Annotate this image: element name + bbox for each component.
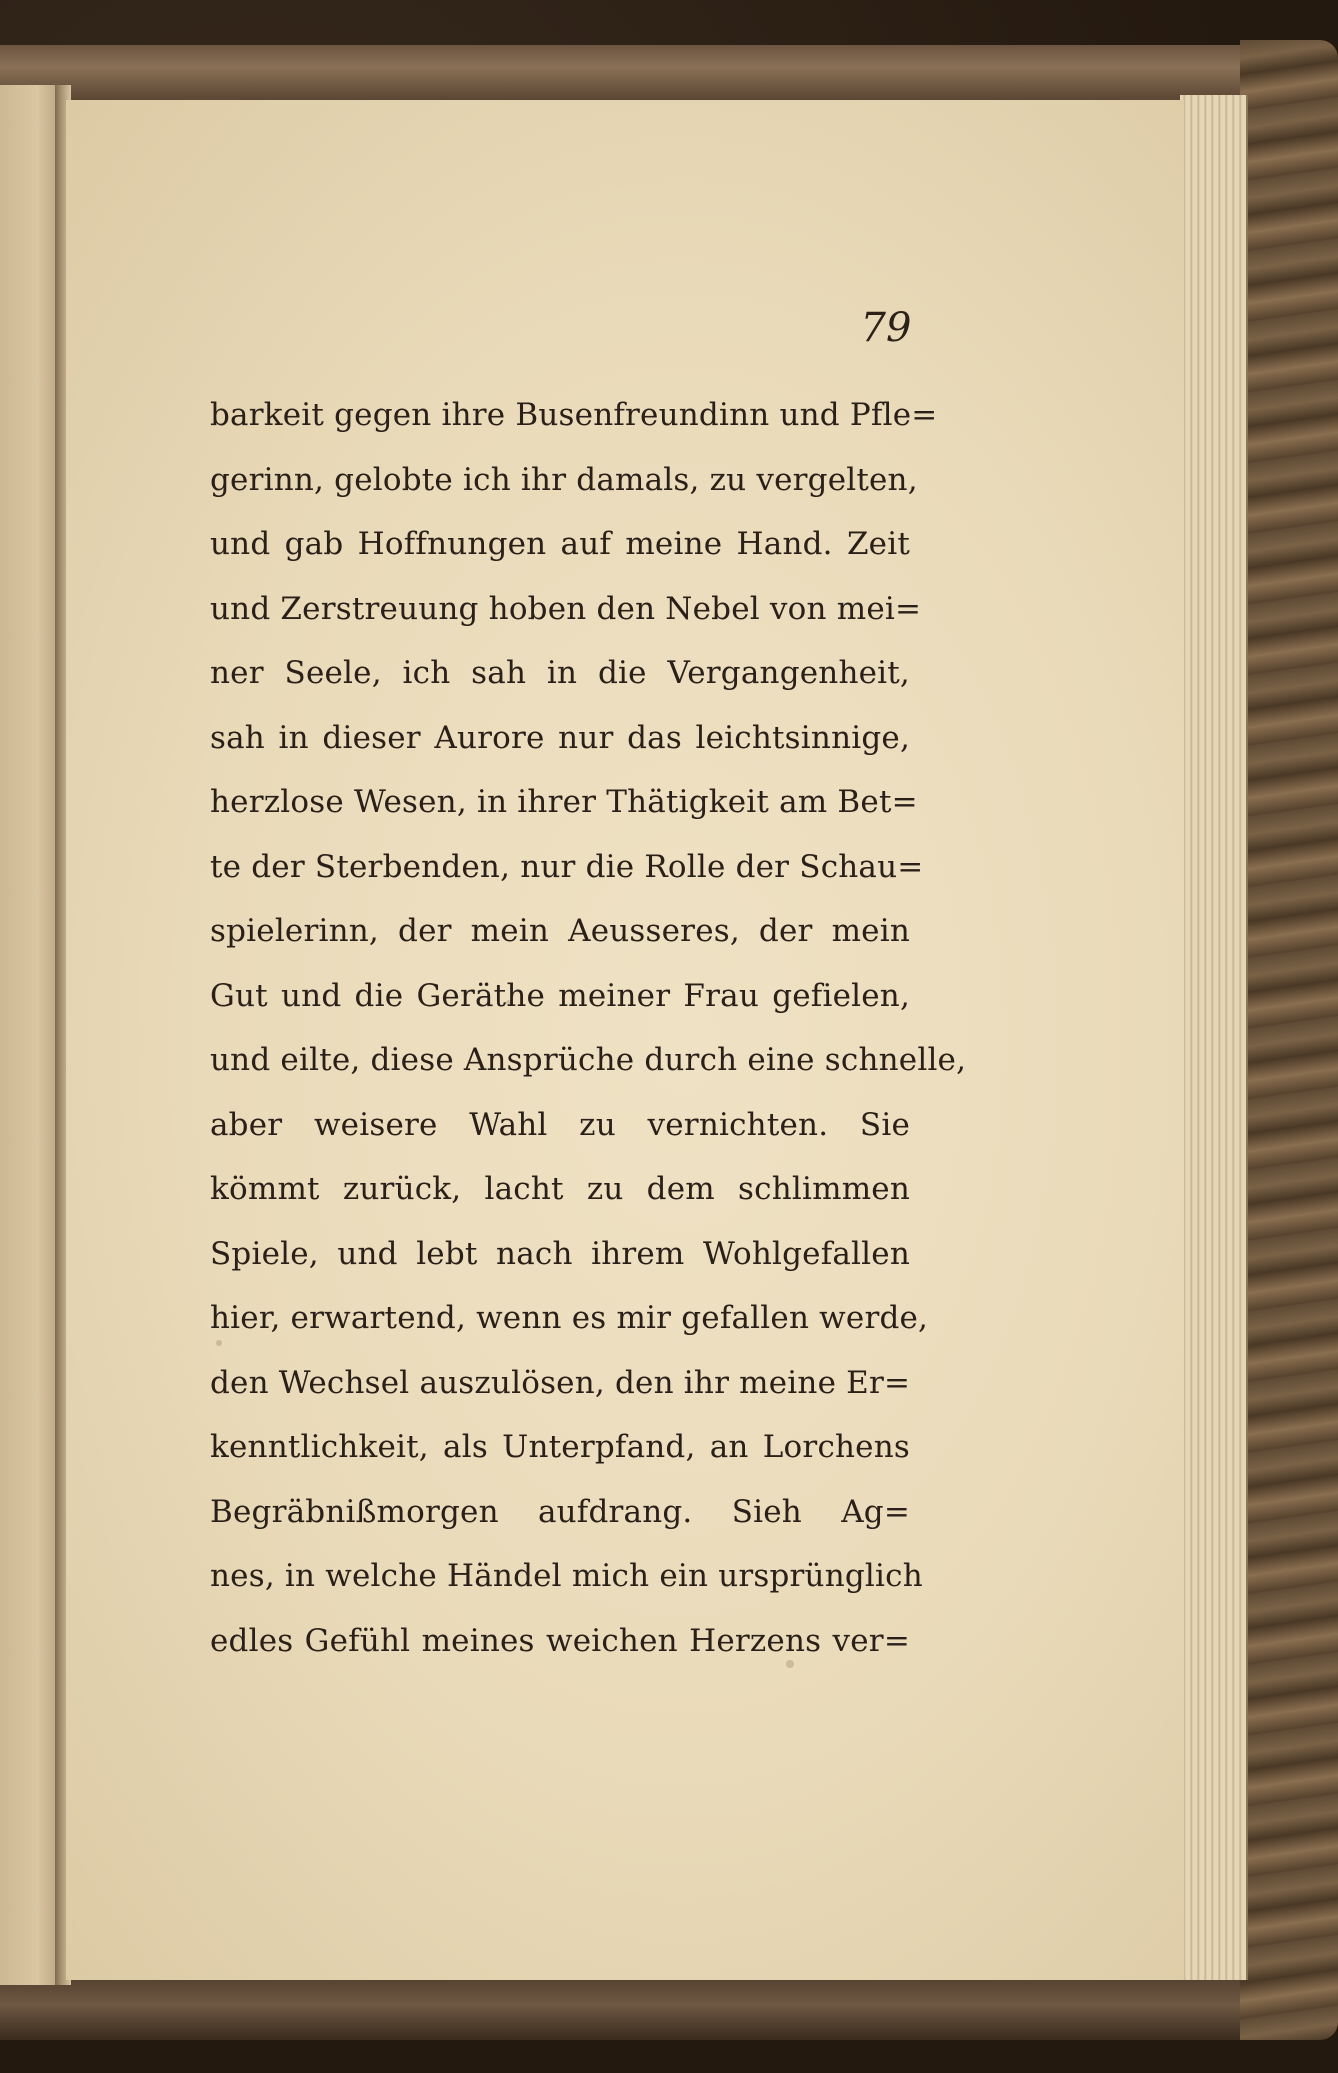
- book-cover-top: [0, 45, 1300, 100]
- text-line: aber weisere Wahl zu vernichten. Sie: [210, 1106, 910, 1143]
- book-cover-bottom: [0, 1970, 1300, 2040]
- page-edges: [1180, 95, 1248, 1980]
- marbled-cover: [1240, 40, 1338, 2040]
- text-line: und gab Hoffnungen auf meine Hand. Zeit: [210, 526, 910, 562]
- verso-page-edge: [0, 85, 62, 1985]
- text-line: hier, erwartend, wenn es mir gefallen werde,: [210, 1300, 929, 1336]
- text-line: kömmt zurück, lacht zu dem schlimmen: [210, 1171, 910, 1207]
- text-line: kenntlichkeit, als Unterpfand, an Lorchens: [210, 1429, 910, 1465]
- text-line: edles Gefühl meines weichen Herzens ver=: [210, 1622, 910, 1659]
- page-number: 79: [860, 305, 912, 351]
- text-line: herzlose Wesen, in ihrer Thätigkeit am Bet=: [210, 784, 918, 820]
- text-line: und Zerstreuung hoben den Nebel von mei=: [210, 590, 922, 627]
- body-text: [210, 383, 967, 1673]
- text-line: te der Sterbenden, nur die Rolle der Schau=: [210, 848, 924, 885]
- text-line: und eilte, diese Ansprüche durch eine schnelle,: [210, 1042, 967, 1078]
- text-line: den Wechsel auszulösen, den ihr meine Er=: [210, 1364, 911, 1401]
- text-line: gerinn, gelobte ich ihr damals, zu vergelten,: [210, 461, 918, 498]
- text-line: ner Seele, ich sah in die Vergangenheit,: [210, 655, 910, 691]
- text-line: sah in dieser Aurore nur das leichtsinnige,: [210, 719, 910, 756]
- text-line: Spiele, und lebt nach ihrem Wohlgefallen: [210, 1235, 910, 1272]
- text-line: barkeit gegen ihre Busenfreundinn und Pfle=: [210, 397, 938, 433]
- text-line: Gut und die Geräthe meiner Frau gefielen,: [210, 977, 910, 1014]
- text-line: spielerinn, der mein Aeusseres, der mein: [210, 913, 910, 949]
- text-line: nes, in welche Händel mich ein ursprünglich: [210, 1558, 923, 1594]
- text-line: Begräbnißmorgen aufdrang. Sieh Ag=: [210, 1493, 910, 1530]
